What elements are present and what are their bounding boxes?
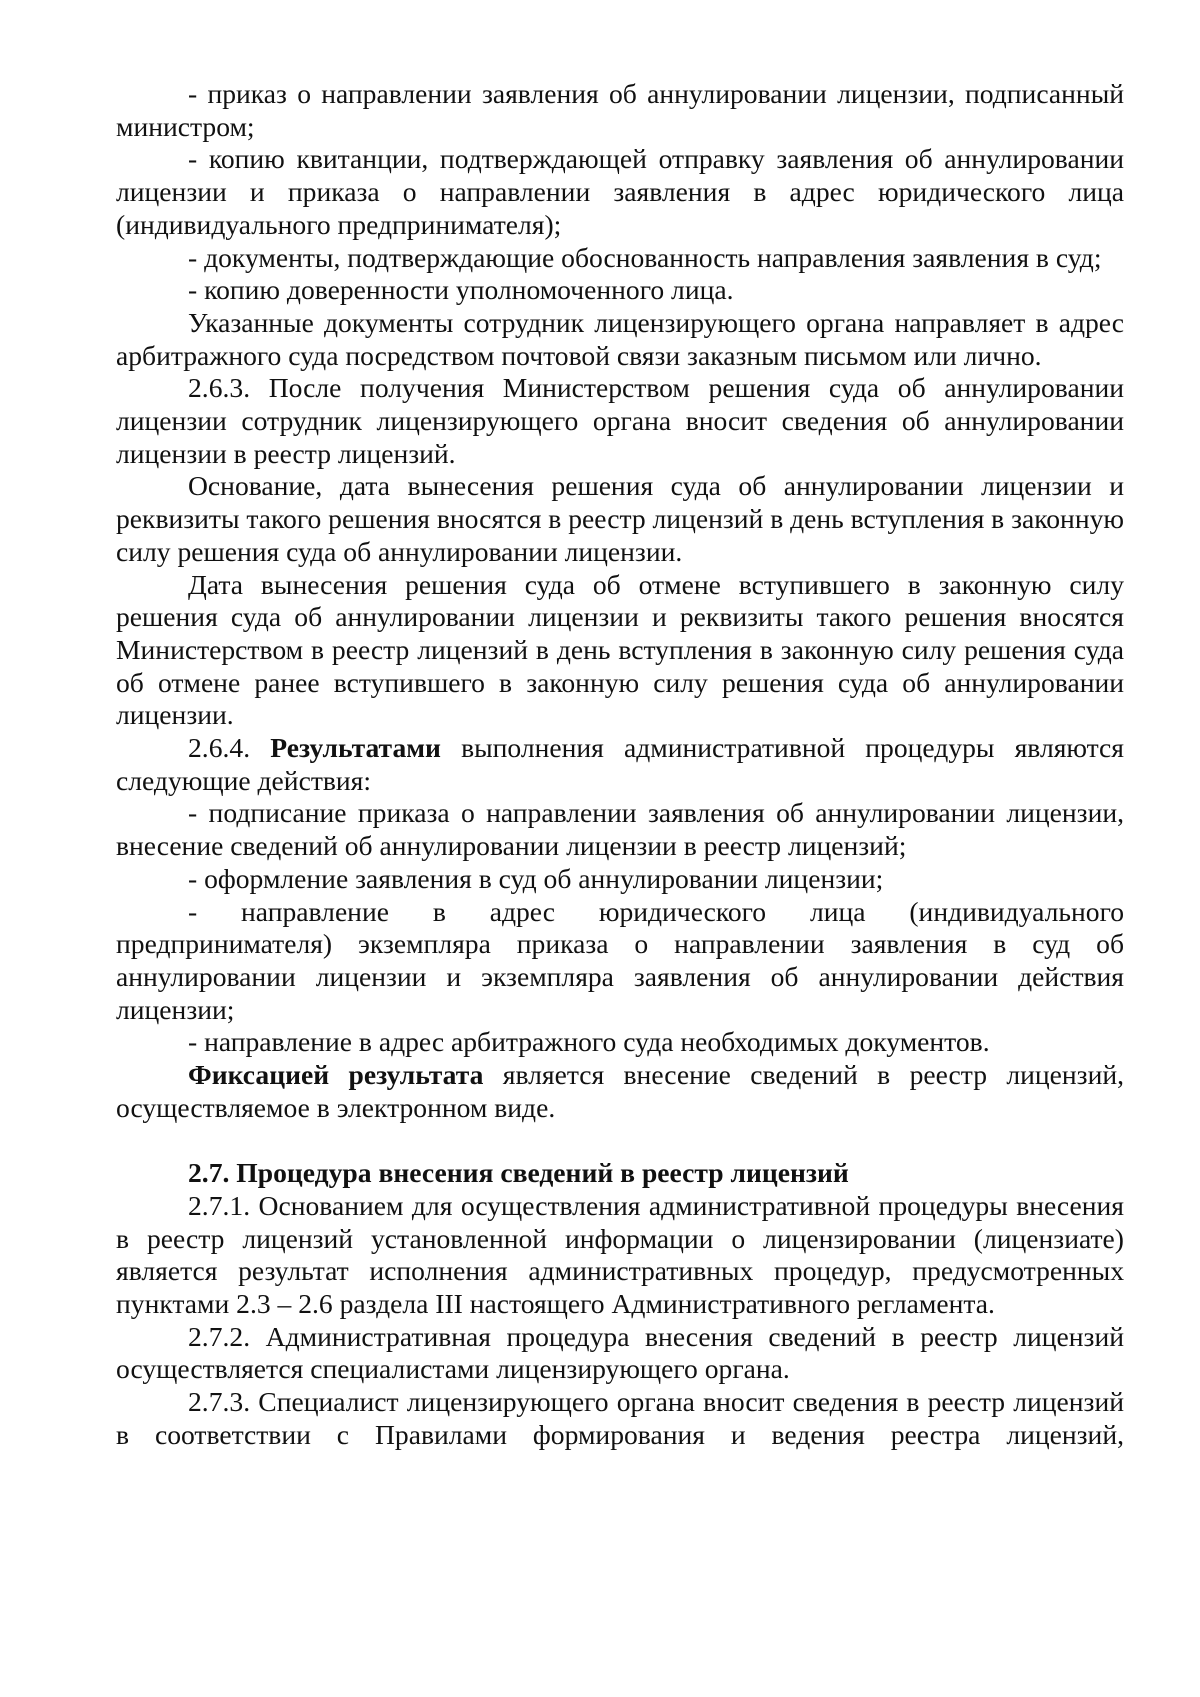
paragraph-documents-sent: Указанные документы сотрудник лицензирующего органа направляет в адрес арбитражного суда посредством почтовой связи заказным письмом или лично. [116,306,1124,371]
paragraph-2-7-2: 2.7.2. Административная процедура внесения сведений в реестр лицензий осуществляется специалистами лицензирующего органа. [116,1320,1124,1385]
paragraph-result-fixation [116,1059,1124,1124]
section-heading-2-7: 2.7. Процедура внесения сведений в реестр лицензий [188,1157,849,1189]
paragraph-signing-order: - подписание приказа о направлении заявления об аннулировании лицензии, внесение сведений об аннулировании лицензии в реестр лицензий; [116,797,1124,862]
paragraph-basis-date: Основание, дата вынесения решения суда об аннулировании лицензии и реквизиты такого решения вносятся в реестр лицензий в день вступления в законную силу решения суда об аннулировании лицензии. [116,470,1124,567]
paragraph-sending-copies: - направление в адрес юридического лица (индивидуального предпринимателя) экземпляра приказа о направлении заявления в суд об аннулировании лицензии и экземпляра заявления об аннулировании действия лицензии; [116,895,1124,1025]
paragraph-court-application: - оформление заявления в суд об аннулировании лицензии; [188,862,884,894]
paragraph-justification-docs: - документы, подтверждающие обоснованность направления заявления в суд; [188,241,1102,273]
section-spacer [116,1125,1124,1158]
paragraph-2-6-3: 2.6.3. После получения Министерством решения суда об аннулировании лицензии сотрудник лицензирующего органа вносит сведения об аннулировании лицензии в реестр лицензий. [116,372,1124,469]
results-bold-term: Результатами [270,732,441,764]
paragraph-order-signed: - приказ о направлении заявления об аннулировании лицензии, подписанный министром; [116,78,1124,142]
paragraph-sending-to-court: - направление в адрес арбитражного суда необходимых документов. [188,1026,990,1058]
paragraph-2-6-4-number: 2.6.4. [188,732,271,764]
paragraph-cancellation-date: Дата вынесения решения суда об отмене вступившего в законную силу решения суда об аннулировании лицензии и реквизиты такого решения вносятся Министерством в реестр лицензий в день вступления в законную силу решения суда об отмене ранее вступившего в законную силу решения суда об аннулировании лицензии. [116,568,1124,731]
paragraph-receipt-copy: - копию квитанции, подтверждающей отправку заявления об аннулировании лицензии и приказа о направлении заявления в адрес юридического лица (индивидуального предпринимателя); [116,143,1124,240]
paragraph-2-7-3: 2.7.3. Специалист лицензирующего органа вносит сведения в реестр лицензий в соответствии с Правилами формирования и ведения реестра лицензий, [116,1386,1124,1450]
paragraph-2-6-4 [116,732,1124,797]
paragraph-power-of-attorney: - копию доверенности уполномоченного лица. [188,274,734,306]
paragraph-2-6-4-text: выполнения административной процедуры являются следующие действия: [116,732,1124,796]
paragraph-2-7-1: 2.7.1. Основанием для осуществления административной процедуры внесения в реестр лицензий установленной информации о лицензировании (лицензиате) является результат исполнения административных процедур, предусмотренных пунктами 2.3 – 2.6 раздела III настоящего Административного регламента. [116,1189,1124,1319]
fixation-bold-term: Фиксацией результата [188,1059,484,1091]
paragraph-result-fixation-text: является внесение сведений в реестр лицензий, осуществляемое в электронном виде. [116,1059,1124,1123]
document-page [116,78,1124,1452]
